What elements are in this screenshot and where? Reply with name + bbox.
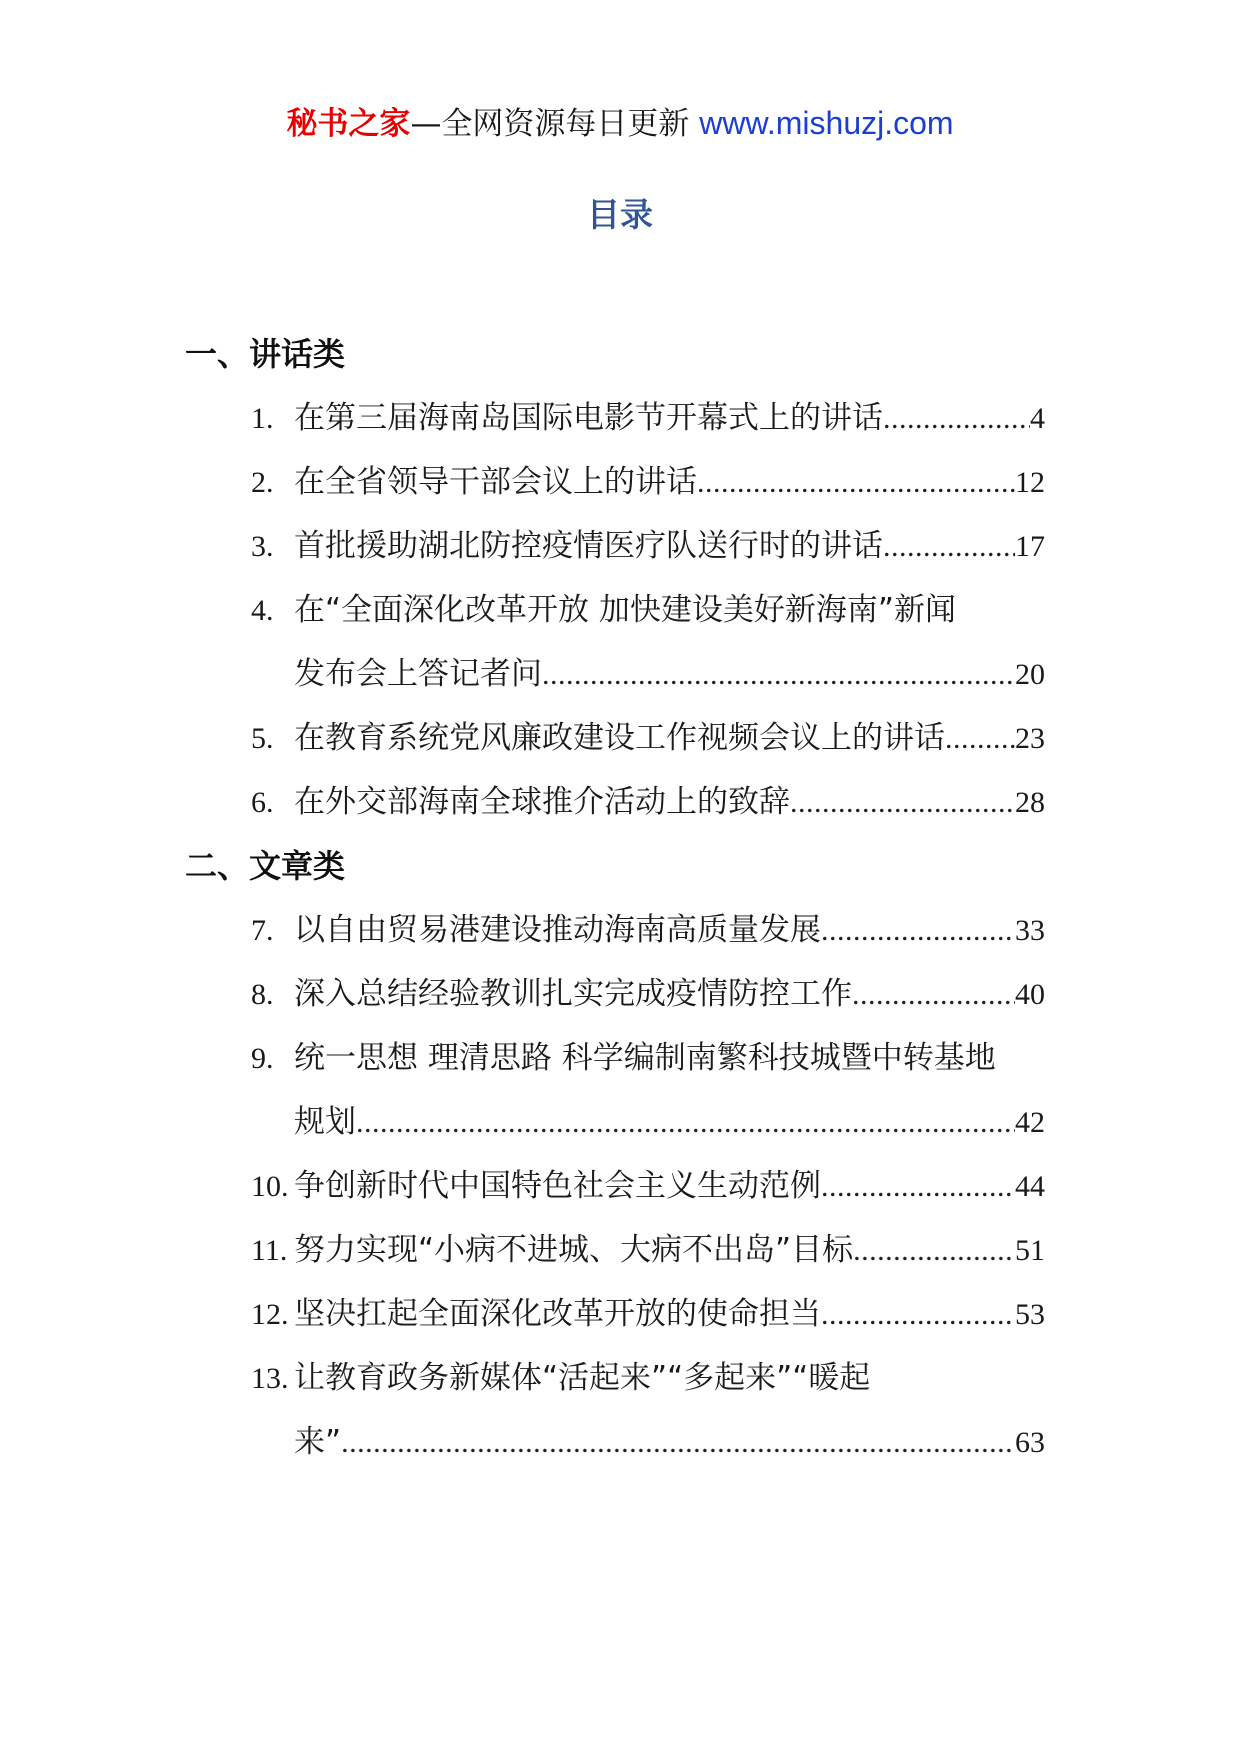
toc-entry-5[interactable] bbox=[251, 706, 1045, 770]
entry-title: 在教育系统党风廉政建设工作视频会议上的讲话 bbox=[294, 720, 945, 756]
dot-leader bbox=[883, 515, 1015, 579]
section-heading-speeches: 一、讲话类 bbox=[185, 335, 346, 373]
entry-title: 在全省领导干部会议上的讲话 bbox=[294, 464, 697, 500]
toc-entry-11[interactable] bbox=[251, 1218, 1045, 1282]
toc-entry-3[interactable] bbox=[251, 514, 1045, 578]
toc-entry-9[interactable] bbox=[251, 1026, 1045, 1154]
entry-number: 4. bbox=[251, 594, 274, 627]
entry-page: 44 bbox=[1015, 1170, 1045, 1203]
entry-title-line1: 在“全面深化改革开放 加快建设美好新海南”新闻 bbox=[294, 592, 956, 628]
entry-number: 13. bbox=[251, 1362, 289, 1395]
section-heading-articles: 二、文章类 bbox=[185, 847, 346, 885]
toc-entry-6[interactable] bbox=[251, 770, 1045, 834]
entry-page: 4 bbox=[1030, 402, 1045, 435]
dot-leader bbox=[852, 963, 1015, 1027]
entry-title: 争创新时代中国特色社会主义生动范例 bbox=[294, 1168, 821, 1204]
table-of-contents bbox=[185, 322, 1045, 1474]
entry-title-line1: 让教育政务新媒体“活起来”“多起来”“暖起 bbox=[294, 1360, 871, 1396]
entry-title: 首批援助湖北防控疫情医疗队送行时的讲话 bbox=[294, 528, 883, 564]
entry-page: 28 bbox=[1015, 786, 1045, 819]
toc-entry-4[interactable] bbox=[251, 578, 1045, 706]
entry-number: 12. bbox=[251, 1298, 289, 1331]
entry-page: 17 bbox=[1015, 530, 1045, 563]
dot-leader bbox=[356, 1091, 1015, 1155]
toc-entry-10[interactable] bbox=[251, 1154, 1045, 1218]
dot-leader bbox=[853, 1219, 1015, 1283]
page-title: 目录 bbox=[587, 195, 653, 234]
entry-title: 深入总结经验教训扎实完成疫情防控工作 bbox=[294, 976, 852, 1012]
entry-number: 7. bbox=[251, 914, 274, 947]
entry-page: 51 bbox=[1015, 1234, 1045, 1267]
entry-page: 20 bbox=[1015, 658, 1045, 691]
entry-page: 63 bbox=[1015, 1426, 1045, 1459]
brand-name: 秘书之家 bbox=[286, 106, 411, 142]
dot-leader bbox=[821, 899, 1015, 963]
dot-leader bbox=[883, 387, 1030, 451]
header-tagline: —全网资源每日更新 bbox=[410, 106, 690, 142]
entry-title-line2: 发布会上答记者问 bbox=[294, 656, 542, 692]
entry-number: 6. bbox=[251, 786, 274, 819]
entry-number: 9. bbox=[251, 1042, 274, 1075]
dot-leader bbox=[341, 1411, 1015, 1475]
entry-page: 40 bbox=[1015, 978, 1045, 1011]
entry-title-line1: 统一思想 理清思路 科学编制南繁科技城暨中转基地 bbox=[294, 1040, 996, 1076]
site-header bbox=[0, 100, 1240, 147]
toc-entry-8[interactable] bbox=[251, 962, 1045, 1026]
toc-entry-12[interactable] bbox=[251, 1282, 1045, 1346]
entry-title-line2: 规划 bbox=[294, 1104, 356, 1140]
entry-number: 11. bbox=[251, 1234, 288, 1267]
entry-page: 12 bbox=[1015, 466, 1045, 499]
entry-number: 8. bbox=[251, 978, 274, 1011]
toc-entry-1[interactable] bbox=[251, 386, 1045, 450]
entry-title: 努力实现“小病不进城、大病不出岛”目标 bbox=[294, 1232, 854, 1268]
entry-page: 23 bbox=[1015, 722, 1045, 755]
toc-entry-2[interactable] bbox=[251, 450, 1045, 514]
dot-leader bbox=[945, 707, 1015, 771]
entry-number: 1. bbox=[251, 402, 274, 435]
entry-number: 3. bbox=[251, 530, 274, 563]
entry-title: 在外交部海南全球推介活动上的致辞 bbox=[294, 784, 790, 820]
entry-title: 坚决扛起全面深化改革开放的使命担当 bbox=[294, 1296, 821, 1332]
entry-number: 5. bbox=[251, 722, 274, 755]
toc-entry-7[interactable] bbox=[251, 898, 1045, 962]
dot-leader bbox=[790, 771, 1015, 835]
entry-title: 以自由贸易港建设推动海南高质量发展 bbox=[294, 912, 821, 948]
entry-page: 42 bbox=[1015, 1106, 1045, 1139]
entry-number: 2. bbox=[251, 466, 274, 499]
dot-leader bbox=[821, 1155, 1015, 1219]
toc-entry-13[interactable] bbox=[251, 1346, 1045, 1474]
entry-title: 在第三届海南岛国际电影节开幕式上的讲话 bbox=[294, 400, 883, 436]
site-url[interactable]: www.mishuzj.com bbox=[699, 105, 954, 141]
entry-page: 53 bbox=[1015, 1298, 1045, 1331]
dot-leader bbox=[542, 643, 1015, 707]
entry-title-line2: 来” bbox=[294, 1424, 342, 1460]
entry-number: 10. bbox=[251, 1170, 289, 1203]
dot-leader bbox=[821, 1283, 1015, 1347]
entry-page: 33 bbox=[1015, 914, 1045, 947]
dot-leader bbox=[697, 451, 1015, 515]
